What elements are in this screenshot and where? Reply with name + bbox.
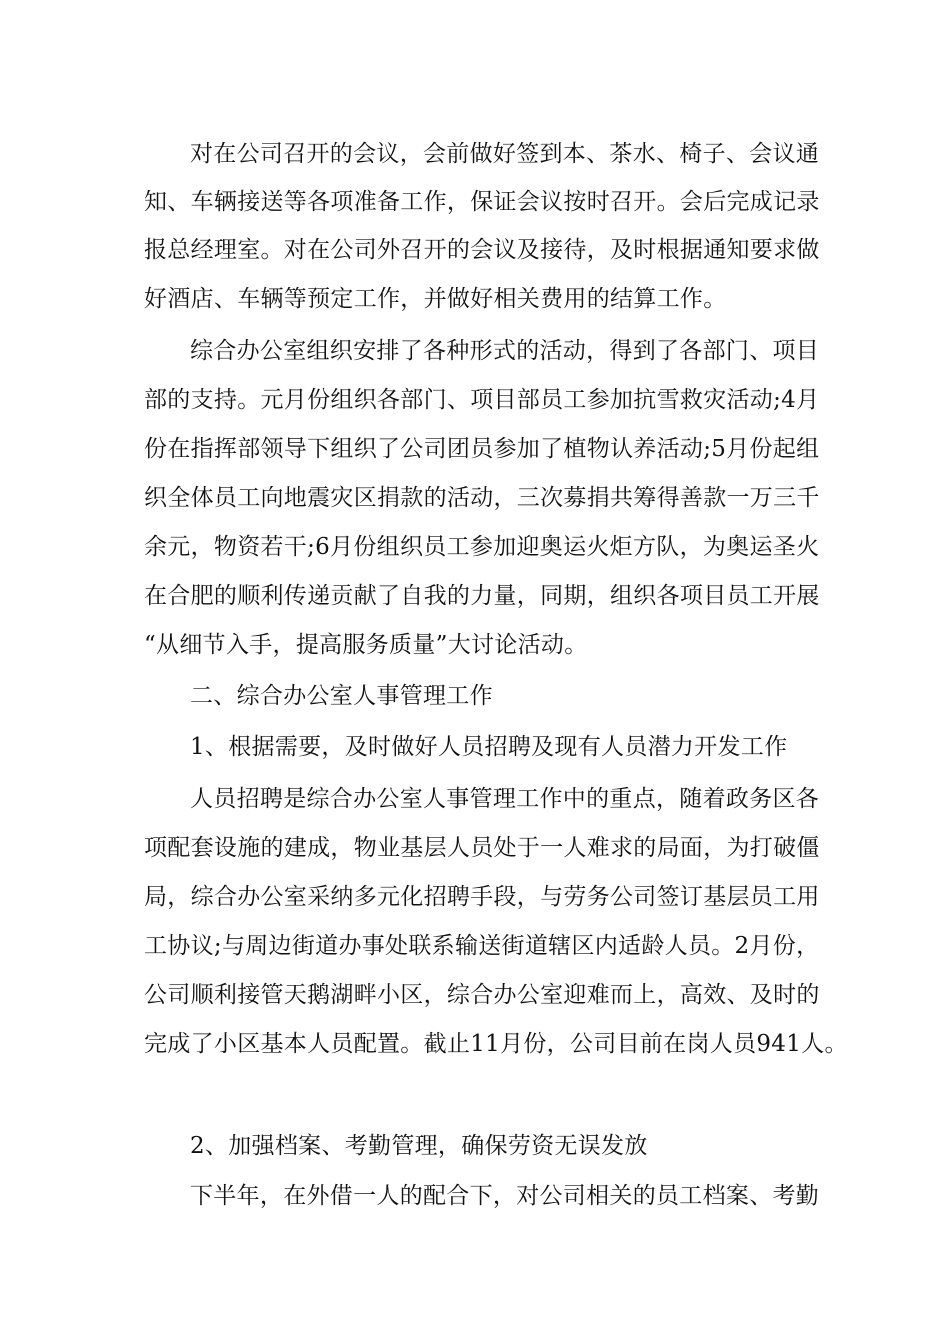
subheading: 2、加强档案、考勤管理，确保劳资无误发放 bbox=[190, 1133, 648, 1159]
text-line: 知、车辆接送等各项准备工作，保证会议按时召开。会后完成记录 bbox=[144, 189, 820, 215]
subheading: 1、根据需要，及时做好人员招聘及现有人员潜力开发工作 bbox=[190, 734, 788, 760]
text-line: 局，综合办公室采纳多元化招聘手段，与劳务公司签订基层员工用 bbox=[144, 884, 820, 910]
text-line: 部的支持。元月份组织各部门、项目部员工参加抗雪救灾活动;4月 bbox=[144, 387, 820, 413]
text-line: 项配套设施的建成，物业基层人员处于一人难求的局面，为打破僵 bbox=[144, 835, 820, 861]
text-line: 工协议;与周边街道办事处联系输送街道辖区内适龄人员。2月份， bbox=[144, 933, 820, 959]
text-line: 对在公司召开的会议，会前做好签到本、茶水、椅子、会议通 bbox=[190, 141, 820, 167]
text-line: “从细节入手，提高服务质量”大讨论活动。 bbox=[144, 632, 588, 658]
text-line: 下半年，在外借一人的配合下，对公司相关的员工档案、考勤 bbox=[190, 1183, 820, 1209]
section-heading: 二、综合办公室人事管理工作 bbox=[190, 683, 493, 709]
text-line: 织全体员工向地震灾区捐款的活动，三次募捐共筹得善款一万三千 bbox=[144, 485, 820, 511]
text-line: 好酒店、车辆等预定工作，并做好相关费用的结算工作。 bbox=[144, 286, 727, 312]
text-line: 余元，物资若干;6月份组织员工参加迎奥运火炬方队，为奥运圣火 bbox=[144, 534, 820, 560]
text-line: 份在指挥部领导下组织了公司团员参加了植物认养活动;5月份起组 bbox=[144, 436, 820, 462]
text-line: 公司顺利接管天鹅湖畔小区，综合办公室迎难而上，高效、及时的 bbox=[144, 982, 820, 1008]
text-line: 报总经理室。对在公司外召开的会议及接待，及时根据通知要求做 bbox=[144, 237, 820, 263]
text-line: 完成了小区基本人员配置。截止11月份，公司目前在岗人员941人。 bbox=[144, 1031, 848, 1057]
text-line: 人员招聘是综合办公室人事管理工作中的重点，随着政务区各 bbox=[190, 786, 820, 812]
text-line: 综合办公室组织安排了各种形式的活动，得到了各部门、项目 bbox=[190, 338, 820, 364]
text-line: 在合肥的顺利传递贡献了自我的力量，同期，组织各项目员工开展 bbox=[144, 583, 820, 609]
